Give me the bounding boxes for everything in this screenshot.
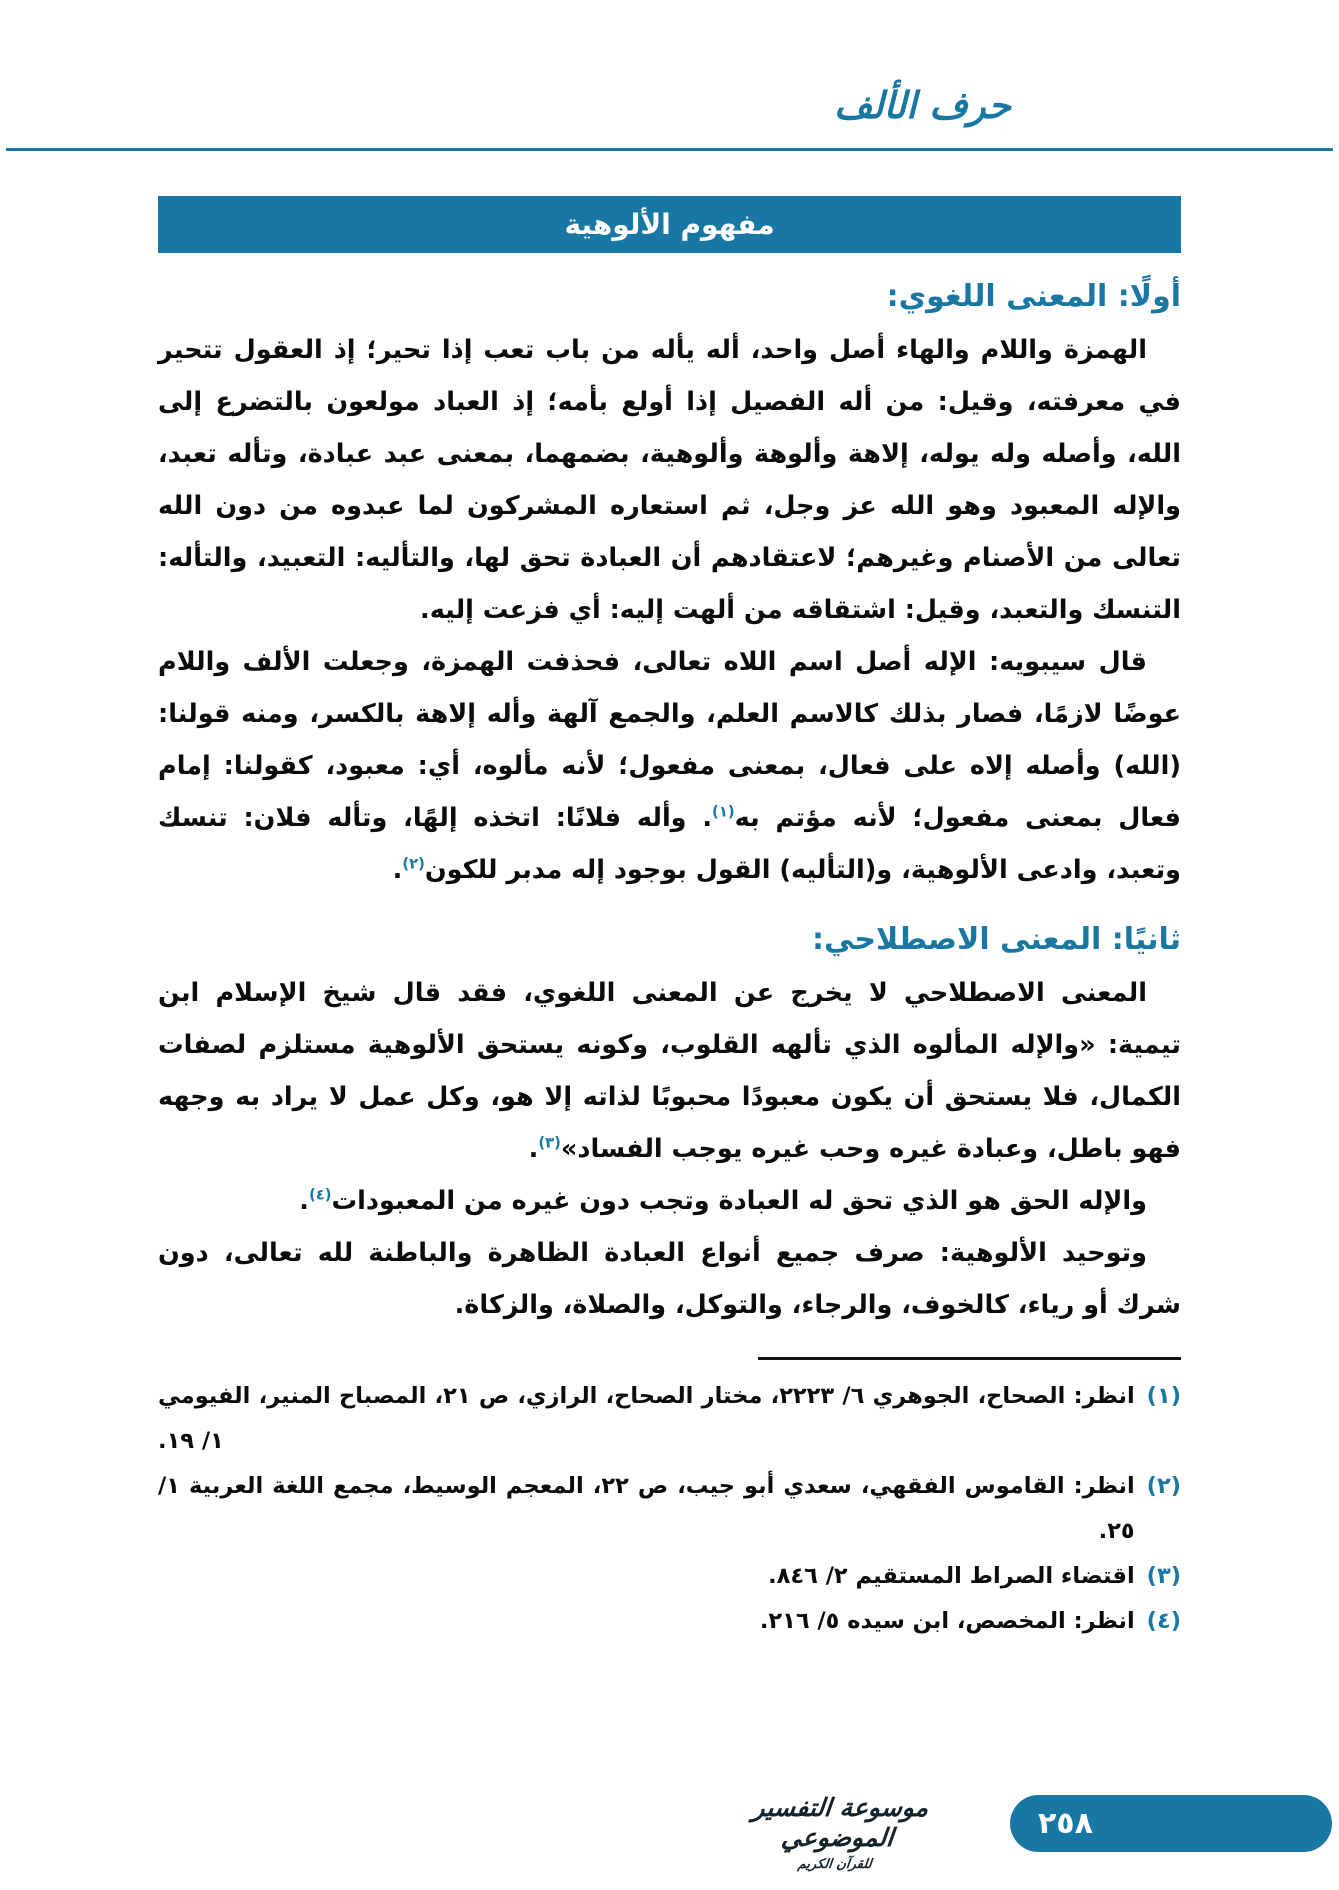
footnote-number: (٤) bbox=[1146, 1608, 1181, 1634]
section-heading: أولًا: المعنى اللغوي: bbox=[886, 279, 1181, 314]
footnote-ref: (٣) bbox=[538, 1134, 561, 1152]
footnote-ref: (٤) bbox=[308, 1186, 332, 1204]
publisher-logo-title: موسوعة التفسير الموضوعي bbox=[751, 1793, 930, 1852]
body-sections bbox=[158, 279, 1181, 1331]
footnote-ref: (١) bbox=[712, 803, 735, 821]
footnote-item bbox=[158, 1554, 1181, 1599]
footnote-item bbox=[158, 1464, 1181, 1554]
publisher-logo-subtitle: للقرآن الكريم bbox=[796, 1857, 873, 1872]
publisher-logo bbox=[729, 1793, 947, 1872]
footnotes-area bbox=[158, 1357, 1181, 1644]
footnote-text: انظر: الصحاح، الجوهري ٦/ ٢٢٢٣، مختار الصحاح، الرازي، ص ٢١، المصباح المنير، الفيومي ١/ ١٩. bbox=[158, 1383, 1135, 1454]
body-paragraph: وتوحيد الألوهية: صرف جميع أنواع العبادة الظاهرة والباطنة لله تعالى، دون شرك أو رياء، كالخوف، والرجاء، والتوكل، والصلاة، والزكاة. bbox=[158, 1238, 1181, 1320]
page-content bbox=[158, 196, 1181, 1644]
body-paragraph: المعنى الاصطلاحي لا يخرج عن المعنى اللغوي، فقد قال شيخ الإسلام ابن تيمية: «والإله المألوه الذي تألهه القلوب، وكونه يستحق الألوهية مستلزم لصفات الكمال، فلا يستحق أن يكون معبودًا محبوبًا لذاته إلا هو، وكل عمل لا يراد به وجهه فهو باطل، وعبادة غيره وحب غيره يوجب الفساد»$^{(٣)}$. bbox=[158, 978, 1181, 1164]
body-paragraph: والإله الحق هو الذي تحق له العبادة وتجب دون غيره من المعبودات$^{(٤)}$. bbox=[299, 1186, 1147, 1216]
section-heading: ثانيًا: المعنى الاصطلاحي: bbox=[812, 922, 1181, 957]
footnote-text: انظر: المخصص، ابن سيده ٥/ ٢١٦. bbox=[759, 1608, 1135, 1634]
footnote-ref: (٢) bbox=[402, 855, 425, 873]
body-paragraph: قال سيبويه: الإله أصل اسم اللاه تعالى، فحذفت الهمزة، وجعلت الألف واللام عوضًا لازمًا، فصار بذلك كالاسم العلم، والجمع آلهة وأله إلاهة بالكسر، ومنه قولنا: (الله) وأصله إلاه على فعال، بمعنى مفعول؛ لأنه مألوه، أي: معبود، كقولنا: إمام فعال بمعنى مفعول؛ لأنه مؤتم به$^{(١)}$. وأله فلانًا: اتخذه إلهًا، وتأله فلان: تنسك وتعبد، وادعى الألوهية، و(التأليه) القول بوجود إله مدبر للكون$^{(٢)}$. bbox=[158, 647, 1181, 885]
footnote-list bbox=[158, 1374, 1181, 1644]
footnote-number: (٣) bbox=[1146, 1563, 1181, 1589]
topic-title: مفهوم الألوهية bbox=[564, 208, 775, 241]
footnote-text: اقتضاء الصراط المستقيم ٢/ ٨٤٦. bbox=[768, 1563, 1135, 1589]
footnote-divider bbox=[758, 1357, 1181, 1360]
footnote-number: (٢) bbox=[1146, 1473, 1181, 1499]
footnote-number: (١) bbox=[1146, 1383, 1181, 1409]
footnote-item bbox=[158, 1599, 1181, 1644]
topic-title-bar bbox=[158, 196, 1181, 253]
footnote-item bbox=[158, 1374, 1181, 1464]
page-number: ٢٥٨ bbox=[1038, 1806, 1093, 1841]
running-head: حرف الألف bbox=[834, 84, 1011, 127]
header-rule bbox=[6, 148, 1333, 151]
page-number-badge bbox=[1010, 1795, 1332, 1852]
footnote-text: انظر: القاموس الفقهي، سعدي أبو جيب، ص ٢٢، المعجم الوسيط، مجمع اللغة العربية ١/ ٢٥. bbox=[158, 1473, 1135, 1544]
body-paragraph: الهمزة واللام والهاء أصل واحد، أله يأله من باب تعب إذا تحير؛ إذ العقول تتحير في معرفته، وقيل: من أله الفصيل إذا أولع بأمه؛ إذ العباد مولعون بالتضرع إلى الله، وأصله وله يوله، إلاهة وألوهة وألوهية، بضمهما، بمعنى عبد عبادة، وتأله تعبد، والإله المعبود وهو الله عز وجل، ثم استعاره المشركون لما عبدوه من دون الله تعالى من الأصنام وغيرهم؛ لاعتقادهم أن العبادة تحق لها، والتأليه: التعبيد، والتأله: التنسك والتعبد، وقيل: اشتقاقه من ألهت إليه: أي فزعت إليه. bbox=[158, 335, 1181, 625]
